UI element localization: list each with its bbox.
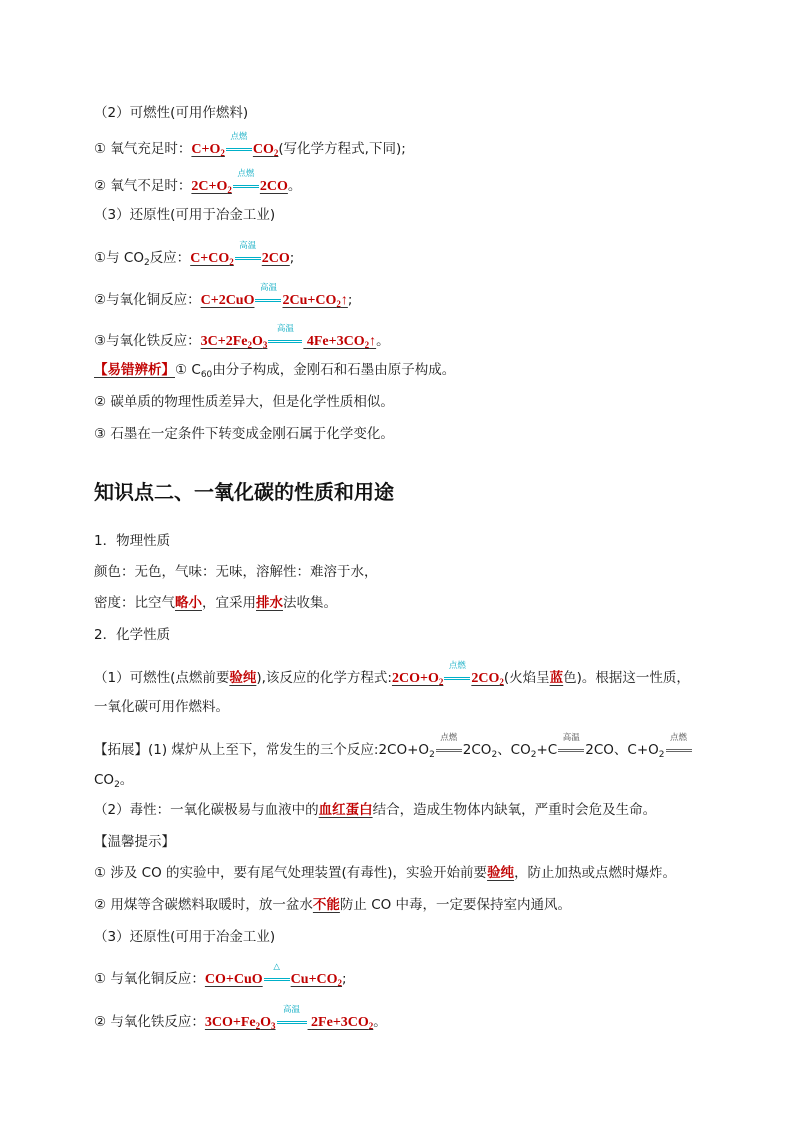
condition-mark: 点燃 bbox=[226, 136, 252, 151]
note: (写化学方程式,下同); bbox=[278, 141, 406, 157]
tip-heading: 【温馨提示】 bbox=[94, 834, 175, 850]
answer-blank: 排水 bbox=[256, 595, 283, 611]
answer-equation: $2CO+O_2$ 点燃 $2CO_2$ bbox=[391, 661, 504, 687]
text-line bbox=[94, 205, 275, 225]
text-line: （1）可燃性(点燃前要验纯),该反应的化学方程式$:2CO+O_2$ 点燃 $2CO_2$(火焰呈蓝色)。根据这一性质， bbox=[94, 661, 690, 687]
text-line: 2．化学性质 bbox=[94, 627, 171, 643]
condition-mark: 高温 bbox=[558, 737, 584, 752]
condition-mark: 高温 bbox=[268, 328, 302, 343]
answer-blank: 略小 bbox=[175, 595, 202, 611]
text-line: ③与氧化铁反应：$3C+2Fe_2O_3$ 高温 $4Fe+3CO_2↑$。 bbox=[94, 324, 390, 350]
answer-blank: 验纯 bbox=[487, 865, 515, 881]
answer-equation: $3CO+Fe_2O_3$ 高温 $2Fe+3CO_2$ bbox=[204, 1005, 374, 1031]
text-line: ② 用煤等含碳燃料取暖时，放一盆水不能防止 CO 中毒，一定要保持室内通风。 bbox=[94, 897, 572, 913]
answer-equation: C+2CuO 高温 $2Cu+CO_2↑$ bbox=[200, 283, 348, 309]
text-line: $CO_2$。 bbox=[94, 772, 134, 790]
text-line: ② 氧气不足时：$2C+O_2$ 点燃 2CO。 bbox=[94, 169, 302, 195]
label: ② 氧气不足时： bbox=[94, 178, 192, 194]
text-line bbox=[94, 832, 175, 852]
answer-equation: $C+O_2$ 点燃 $CO_2$ bbox=[191, 132, 279, 158]
condition-mark: 高温 bbox=[277, 1009, 307, 1024]
text-line: 一氧化碳可用作燃料。 bbox=[94, 699, 229, 715]
text-line: （3）还原性(可用于冶金工业) bbox=[94, 929, 276, 945]
text-line: ② 碳单质的物理性质差异大，但是化学性质相似。 bbox=[94, 394, 394, 410]
answer-blank: 验纯 bbox=[229, 670, 257, 686]
text-line: 【易错辨析】① $C_{60}$由分子构成，金刚石和石墨由原子构成。 bbox=[94, 362, 456, 380]
text-line: ① 与氧化铜反应：CO+CuO △ $Cu+CO_2$; bbox=[94, 962, 347, 988]
condition-mark: 高温 bbox=[255, 287, 281, 302]
section-title: 知识点二、一氧化碳的性质和用途 bbox=[94, 480, 394, 504]
text-line: ② 与氧化铁反应：$3CO+Fe_2O_3$ 高温 $2Fe+3CO_2$。 bbox=[94, 1005, 387, 1031]
condition-mark: △ bbox=[264, 966, 290, 981]
answer-equation: $3C+2Fe_2O_3$ 高温 $4Fe+3CO_2↑$ bbox=[200, 324, 377, 350]
condition-mark: 点燃 bbox=[444, 665, 470, 680]
condition-mark: 点燃 bbox=[233, 173, 259, 188]
error-prone-tag: 【易错辨析】 bbox=[94, 362, 175, 378]
answer-equation: $C+CO_2$ 高温 2CO bbox=[190, 241, 290, 267]
text-line: ③ 石墨在一定条件下转变成金刚石属于化学变化。 bbox=[94, 426, 394, 442]
answer-blank: 蓝 bbox=[549, 670, 564, 686]
text-line: 1．物理性质 bbox=[94, 533, 171, 549]
text-line: 颜色：无色，气味：无味，溶解性：难溶于水， bbox=[94, 564, 378, 580]
text-line: ①与 $CO_2$反应：$C+CO_2$ 高温 2CO; bbox=[94, 241, 295, 268]
answer-blank: 血红蛋白 bbox=[318, 802, 373, 818]
label: ① 氧气充足时： bbox=[94, 141, 192, 157]
text-line: （2）毒性：一氧化碳极易与血液中的血红蛋白结合，造成生物体内缺氧，严重时会危及生命。 bbox=[94, 802, 657, 818]
condition-mark: 点燃 bbox=[666, 737, 692, 752]
text-line: ① 涉及 CO 的实验中，要有尾气处理装置(有毒性)，实验开始前要验纯，防止加热或点燃时爆炸。 bbox=[94, 865, 677, 881]
text-line: 【拓展】(1) 煤炉从上至下，常发生的三个反应$:2CO+O_2$ 点燃 $2CO_2$、$CO_2+C$ 高温 2CO、$C+O_2$ 点燃 bbox=[94, 737, 693, 760]
text-line: 密度：比空气略小，宜采用排水法收集。 bbox=[94, 595, 337, 611]
answer-blank: 不能 bbox=[312, 897, 340, 913]
extension-equations: $2CO+O_2$ 点燃 $2CO_2$、$CO_2+C$ 高温 2CO、$C+O_2$ 点燃 bbox=[378, 742, 692, 758]
section-heading: （2）可燃性(可用作燃料) bbox=[94, 105, 249, 121]
condition-mark: 高温 bbox=[235, 245, 261, 260]
section-heading: （3）还原性(可用于冶金工业) bbox=[94, 207, 276, 223]
answer-equation: CO+CuO △ $Cu+CO_2$ bbox=[204, 962, 343, 988]
text-line: ②与氧化铜反应：C+2CuO 高温 $2Cu+CO_2↑$; bbox=[94, 283, 353, 309]
text-line bbox=[94, 103, 248, 123]
answer-equation: $2C+O_2$ 点燃 2CO bbox=[191, 169, 288, 195]
condition-mark: 点燃 bbox=[436, 737, 462, 752]
text-line bbox=[94, 132, 406, 160]
